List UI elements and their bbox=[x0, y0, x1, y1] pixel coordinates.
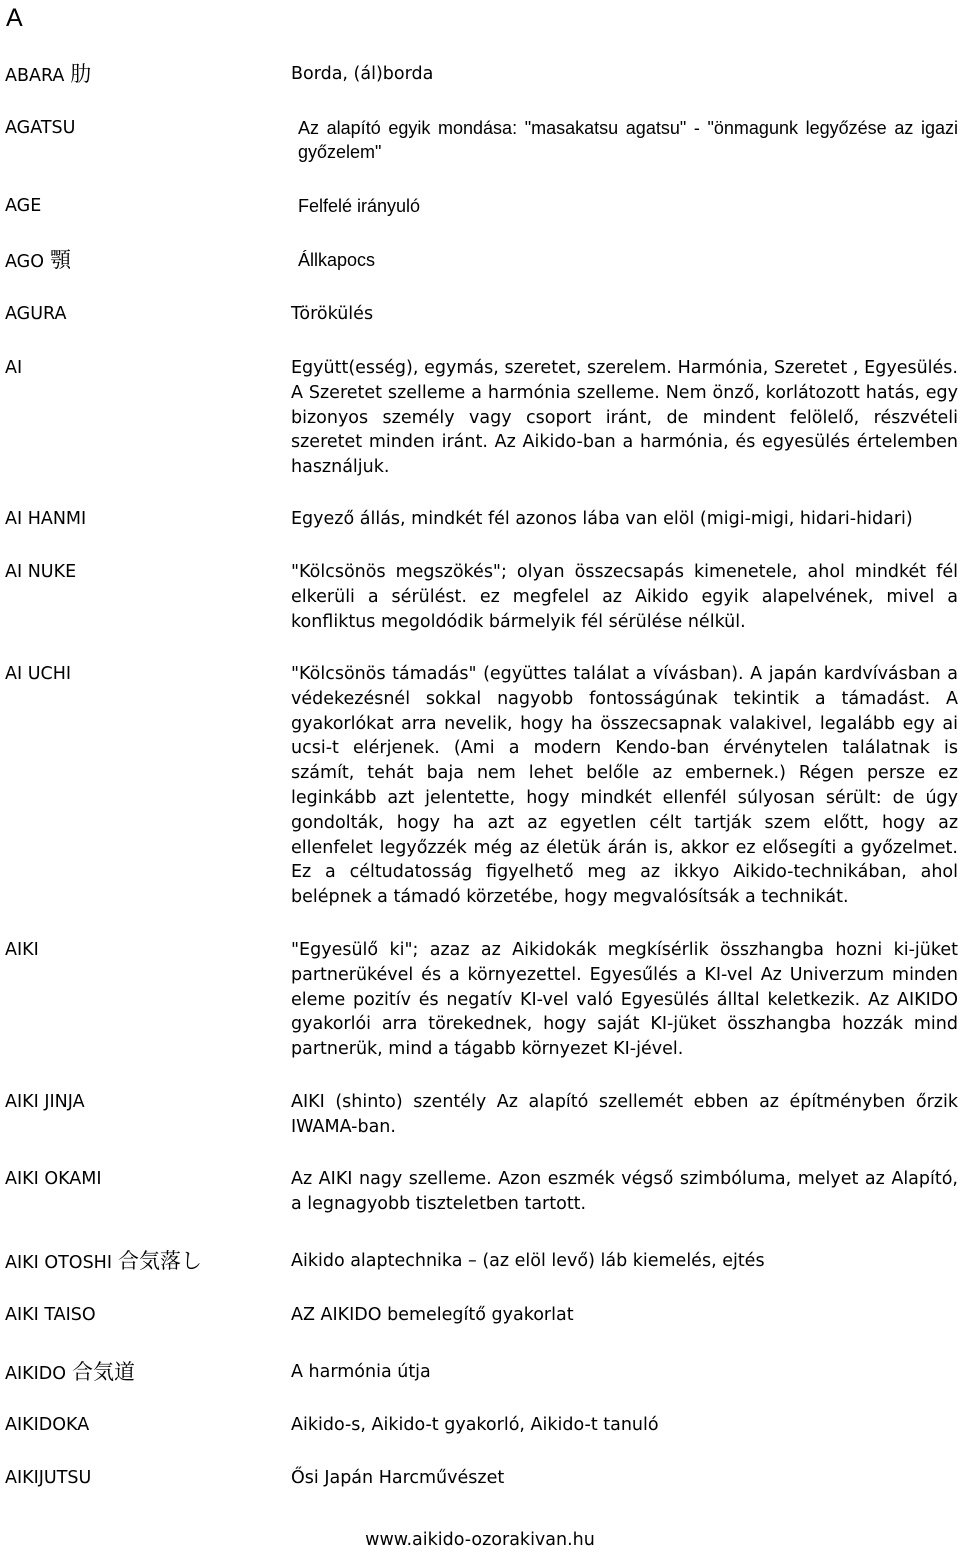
entry-term: AIKI bbox=[5, 940, 39, 960]
footer-website: www.aikido-ozorakivan.hu bbox=[365, 1530, 595, 1550]
entry-kanji: 合気落し bbox=[118, 1249, 202, 1273]
entry-definition: "Egyesülő ki"; azaz az Aikidokák megkísérlik összhangba hozni ki-jüket partnerükével és a környezettel. Egyesűlés a KI-vel Az Univerzum minden eleme pozitív és negatív KI-vel való Egyesülés álltal keletkezik. Az AIKIDO gyakorlói arra törekednek, hogy saját KI-jüket összhangba hozzák mind partnerük, mind a tágabb környezet KI-jével. bbox=[291, 940, 958, 1060]
entry-definition: Ősi Japán Harcművészet bbox=[291, 1468, 505, 1488]
entry-definition: Az AIKI nagy szelleme. Azon eszmék végső szimbóluma, melyet az Alapító, a legnagyobb tiszteletben tartott. bbox=[291, 1169, 958, 1214]
entry-definition: AIKI (shinto) szentély Az alapító szellemét ebben az építményben őrzik IWAMA-ban. bbox=[291, 1092, 958, 1137]
entry-kanji: 顎 bbox=[50, 248, 71, 272]
entry-term: ABARA 肋 bbox=[5, 62, 92, 86]
entry-term: AIKI TAISO bbox=[5, 1305, 96, 1325]
entry-definition: Együtt(esség), egymás, szeretet, szerelem. Harmónia, Szeretet , Egyesülés. A Szeretet szelleme a harmónia szelleme. Nem önző, korlátozott hatás, egy bizonyos személy vagy csoport iránt, de mindent felölelő, részvételi szeretet minden iránt. Az Aikido-ban a harmónia, és egyesülés értelemben használjuk. bbox=[291, 358, 958, 478]
entry-term: AIKI OTOSHI 合気落し bbox=[5, 1249, 202, 1273]
entry-term: AIKIDOKA bbox=[5, 1415, 90, 1435]
entry-kanji: 合気道 bbox=[72, 1360, 136, 1384]
entry-term: AIKIDO 合気道 bbox=[5, 1360, 136, 1384]
entry-definition: Felfelé irányuló bbox=[298, 196, 421, 216]
entry-definition: Aikido-s, Aikido-t gyakorló, Aikido-t tanuló bbox=[291, 1415, 659, 1435]
entry-term: AI NUKE bbox=[5, 562, 77, 582]
entry-definition: "Kölcsönös támadás" (együttes találat a vívásban). A japán kardvívásban a védekezésnél sokkal nagyobb fontosságúnak tekintik a támadást. A gyakorlókat arra nevelik, hogy ha összecsapnak valakivel, legalább egy ai ucsi-t elérjenek. (Ami a modern Kendo-ban érvénytelen találatnak is számít, tehát baja nem lehet belőle az embernek.) Régen persze ez leginkább azt jelentette, hogy mindkét ellenfél súlyosan sérült: de úgy gondolták, hogy ha azt az egyetlen célt tartják szem előtt, hogy az ellenfelet legyőzzék még az életük árán is, akkor ez elősegíti a győzelmet. Ez a céltudatosság figyelhető meg az ikkyo Aikido-technikában, ahol belépnek a támadó körzetébe, hogy megvalósítsák a technikát. bbox=[291, 664, 958, 908]
entry-term: AIKI JINJA bbox=[5, 1092, 85, 1112]
entry-definition: "Kölcsönös megszökés"; olyan összecsapás kimenetele, ahol mindkét fél elkerüli a sérülést. ez megfelel az Aikido egyik alapelvének, mivel a konfliktus megoldódik bármelyik fél sérülése nélkül. bbox=[291, 562, 958, 632]
entry-definition: Borda, (ál)borda bbox=[291, 64, 434, 84]
entry-definition: Egyező állás, mindkét fél azonos lába van elöl (migi-migi, hidari-hidari) bbox=[291, 509, 913, 529]
entry-definition: AZ AIKIDO bemelegítő gyakorlat bbox=[291, 1305, 574, 1325]
entry-definition: Állkapocs bbox=[298, 250, 376, 270]
entry-definition: Aikido alaptechnika – (az elöl levő) láb kiemelés, ejtés bbox=[291, 1251, 765, 1271]
entry-term: AGATSU bbox=[5, 118, 76, 138]
entry-definition: Törökülés bbox=[291, 304, 374, 324]
entry-term: AI HANMI bbox=[5, 509, 87, 529]
entry-term: AGO 顎 bbox=[5, 248, 71, 272]
entry-term: AIKIJUTSU bbox=[5, 1468, 92, 1488]
entry-term: AGE bbox=[5, 196, 42, 216]
entry-definition: Az alapító egyik mondása: "masakatsu agatsu" - "önmagunk legyőzése az igazi győzelem" bbox=[298, 118, 958, 162]
entry-term: AI bbox=[5, 358, 23, 378]
entry-definition: A harmónia útja bbox=[291, 1362, 431, 1382]
entry-kanji: 肋 bbox=[70, 62, 92, 86]
entry-term: AIKI OKAMI bbox=[5, 1169, 102, 1189]
entry-term: AI UCHI bbox=[5, 664, 72, 684]
section-letter-heading: A bbox=[6, 4, 23, 32]
entry-term: AGURA bbox=[5, 304, 67, 324]
